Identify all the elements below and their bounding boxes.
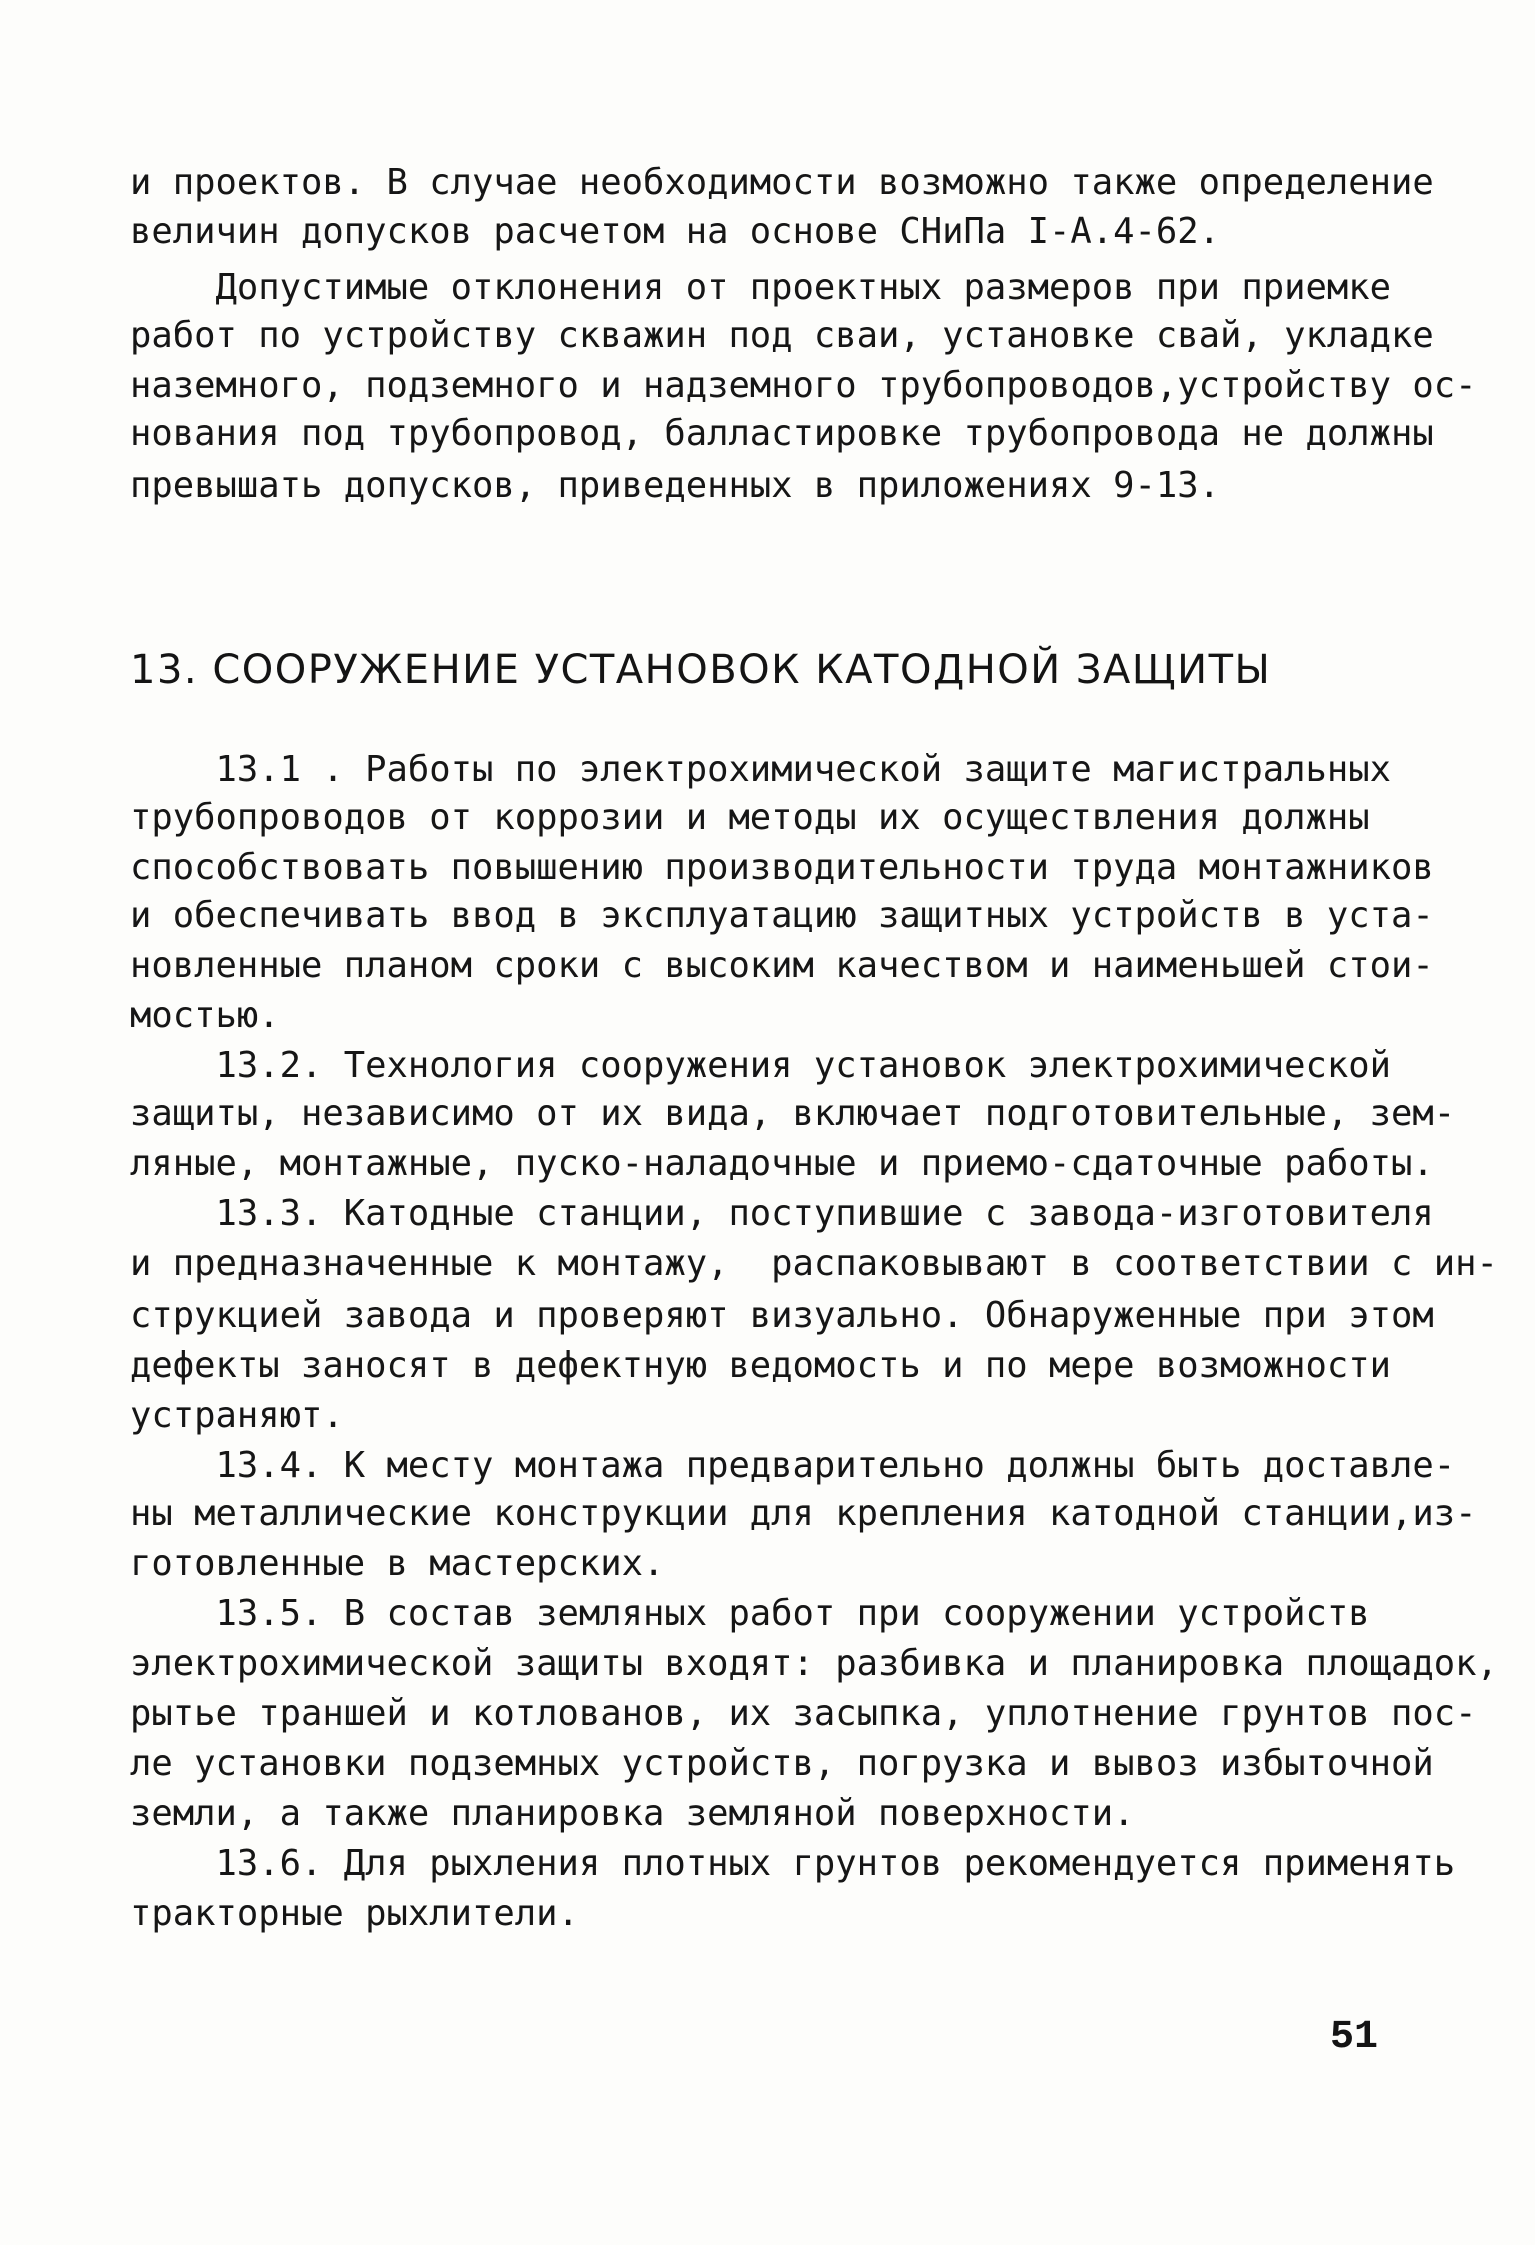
body-line: мостью.	[130, 995, 280, 1036]
body-line: 13.4. К месту монтажа предварительно должны быть доставле-	[130, 1445, 1456, 1486]
body-line: 13.5. В состав земляных работ при сооружении устройств	[130, 1593, 1370, 1634]
body-line: 13.3. Катодные станции, поступившие с завода-изготовителя	[130, 1193, 1434, 1234]
body-line: 13.1 . Работы по электрохимической защите магистральных	[130, 749, 1391, 790]
body-line: новленные планом сроки с высоким качеством и наименьшей стои-	[130, 945, 1434, 986]
intro-line: наземного, подземного и надземного трубопроводов,устройству ос-	[130, 365, 1477, 406]
body-line: тракторные рыхлители.	[130, 1893, 579, 1934]
body-line: готовленные в мастерских.	[130, 1543, 665, 1584]
body-line: струкцией завода и проверяют визуально. Обнаруженные при этом	[130, 1295, 1434, 1336]
body-line: способствовать повышению производительности труда монтажников	[130, 847, 1434, 888]
section-heading: 13. СООРУЖЕНИЕ УСТАНОВОК КАТОДНОЙ ЗАЩИТЫ	[130, 647, 1272, 693]
intro-line: нования под трубопровод, балластировке трубопровода не должны	[130, 413, 1434, 454]
body-line: и обеспечивать ввод в эксплуатацию защитных устройств в уста-	[130, 895, 1434, 936]
body-line: земли, а также планировка земляной поверхности.	[130, 1793, 1135, 1834]
body-line: и предназначенные к монтажу, распаковывают в соответствии с ин-	[130, 1243, 1498, 1284]
intro-line: Допустимые отклонения от проектных размеров при приемке	[130, 267, 1391, 308]
body-line: ны металлические конструкции для крепления катодной станции,из-	[130, 1493, 1477, 1534]
intro-line: превышать допусков, приведенных в приложениях 9-13.	[130, 465, 1221, 506]
body-line: устраняют.	[130, 1395, 344, 1436]
body-line: 13.6. Для рыхления плотных грунтов рекомендуется применять	[130, 1843, 1456, 1884]
body-line: трубопроводов от коррозии и методы их осуществления должны	[130, 797, 1370, 838]
body-line: рытье траншей и котлованов, их засыпка, уплотнение грунтов пос-	[130, 1693, 1477, 1734]
intro-line: величин допусков расчетом на основе СНиПа I-А.4-62.	[130, 211, 1221, 252]
intro-line: работ по устройству скважин под сваи, установке свай, укладке	[130, 315, 1434, 356]
body-line: электрохимической защиты входят: разбивка и планировка площадок,	[130, 1643, 1498, 1684]
body-line: 13.2. Технология сооружения установок электрохимической	[130, 1045, 1391, 1086]
body-line: ле установки подземных устройств, погрузка и вывоз избыточной	[130, 1743, 1434, 1784]
body-line: дефекты заносят в дефектную ведомость и по мере возможности	[130, 1345, 1391, 1386]
intro-line: и проектов. В случае необходимости возможно также определение	[130, 162, 1434, 203]
body-line: защиты, независимо от их вида, включает подготовительные, зем-	[130, 1093, 1456, 1134]
page-number: 51	[1330, 2015, 1379, 2060]
body-line: ляные, монтажные, пуско-наладочные и приемо-сдаточные работы.	[130, 1143, 1434, 1184]
